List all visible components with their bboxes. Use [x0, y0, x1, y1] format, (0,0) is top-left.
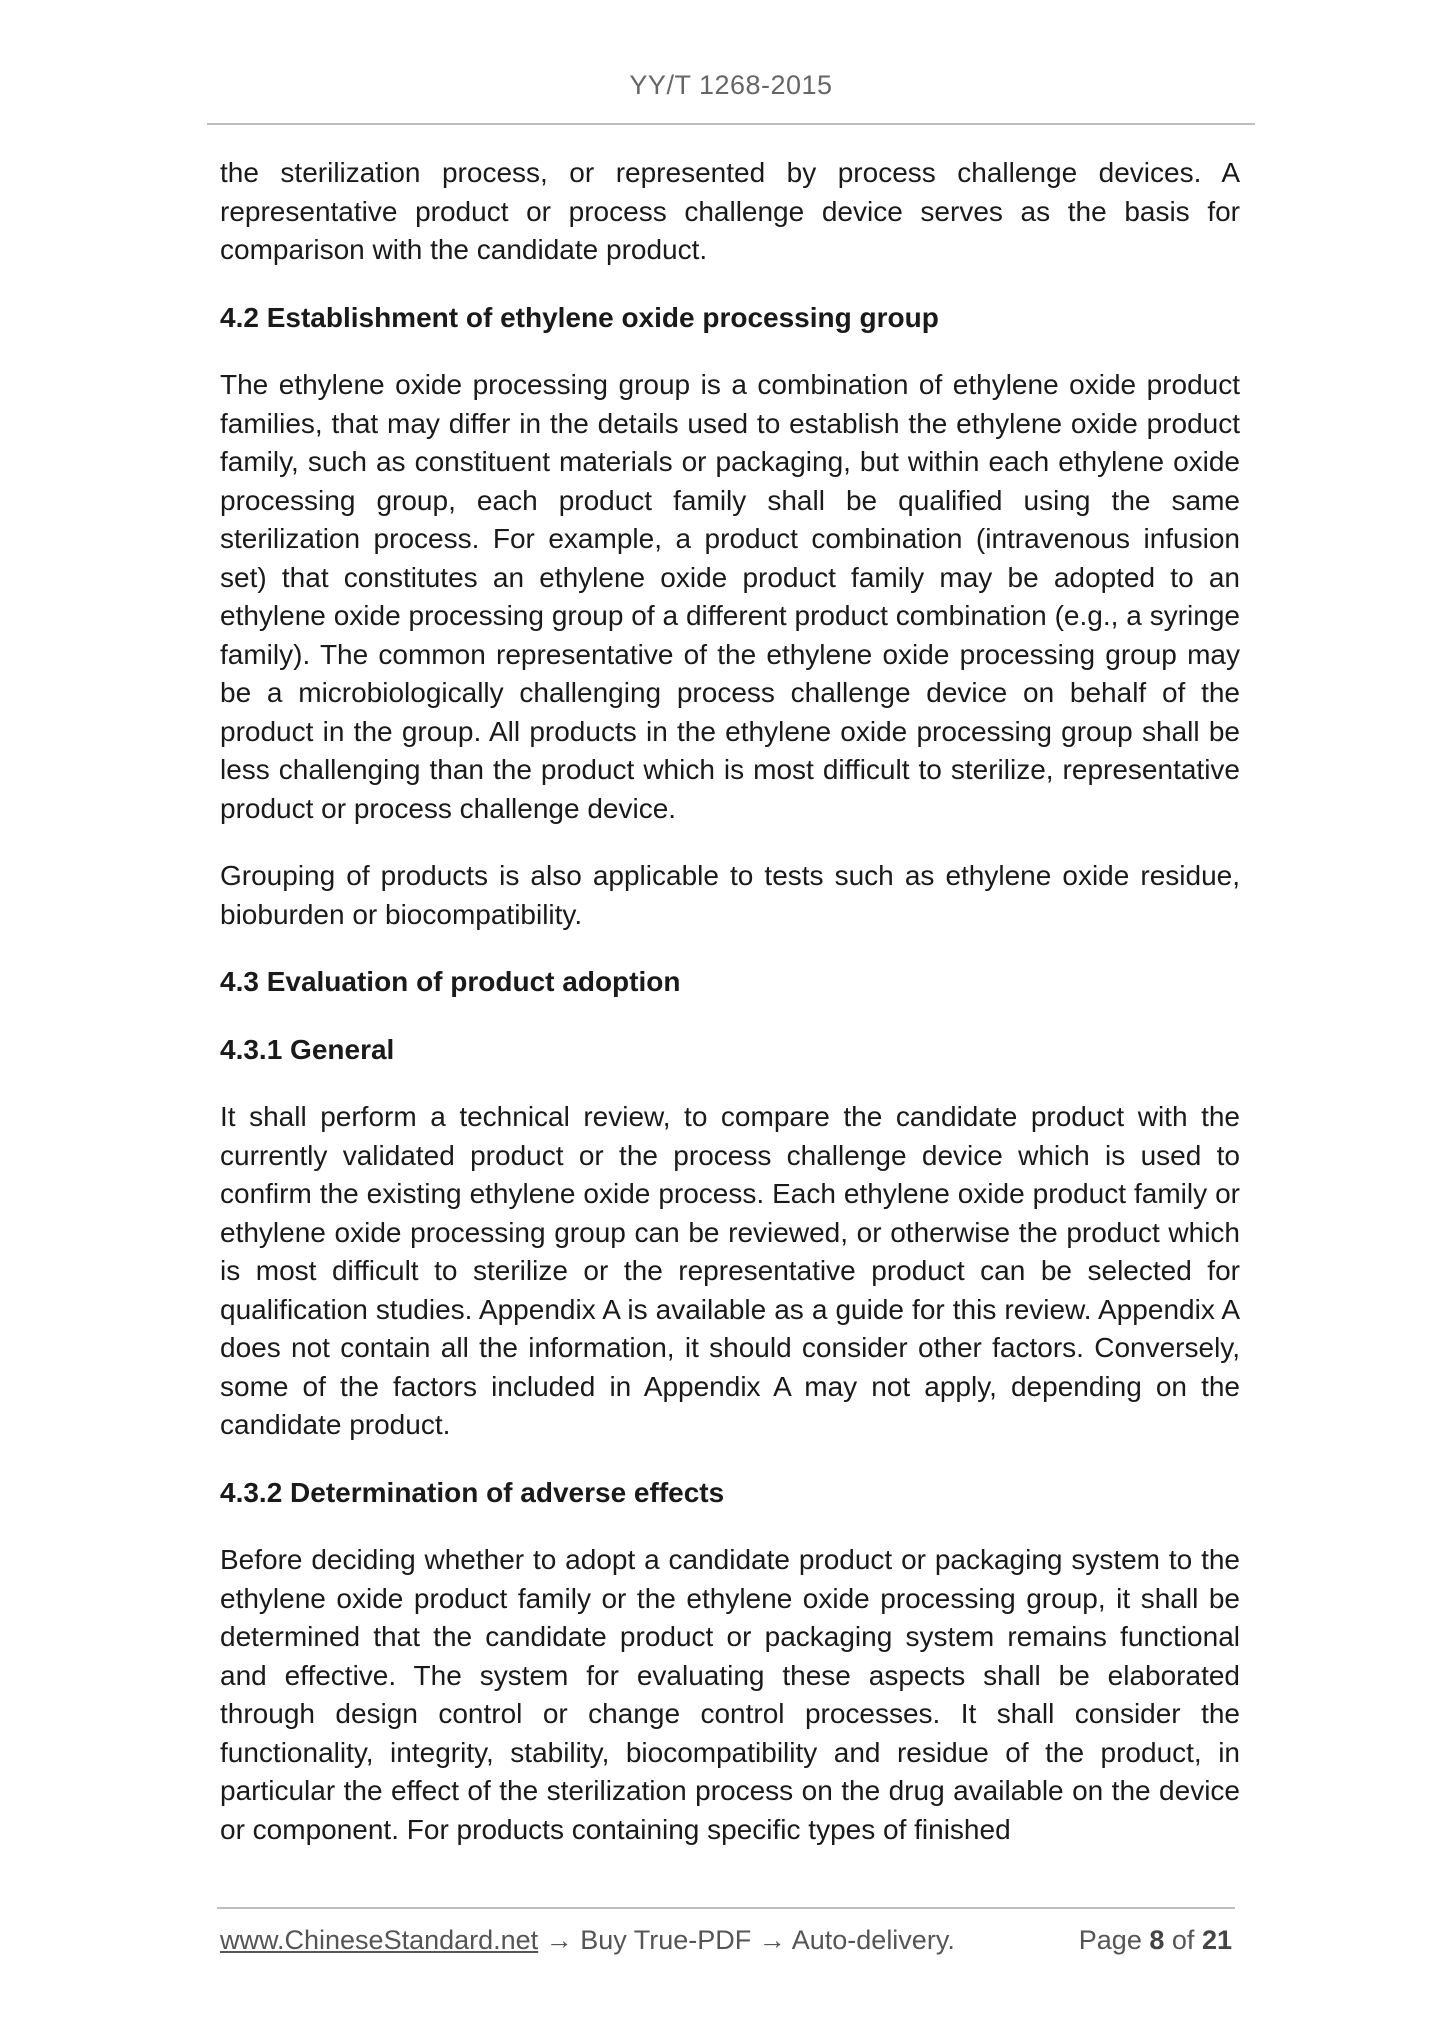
- page-current: 8: [1149, 1925, 1165, 1955]
- paragraph-adverse-effects: Before deciding whether to adopt a candidate product or packaging system to the ethylene oxide product family or the ethylene oxide processing group, it shall be determined that the candidate product or packaging system remains functional and effective. The system for evaluating these aspects shall be elaborated through design control or change control processes. It shall consider the functionality, integrity, stability, biocompatibility and residue of the product, in particular the effect of the sterilization process on the drug available on the device or component. For products containing specific types of finished: [220, 1544, 1240, 1845]
- of-label: of: [1171, 1925, 1195, 1955]
- section-heading-4-3-1: 4.3.1 General: [220, 1033, 395, 1065]
- running-header: YY/T 1268-2015: [629, 70, 833, 100]
- section-heading-4-3: 4.3 Evaluation of product adoption: [220, 966, 681, 997]
- paragraph-grouping: Grouping of products is also applicable to tests such as ethylene oxide residue, bioburden or biocompatibility.: [220, 860, 1240, 930]
- website-link[interactable]: www.ChineseStandard.net: [220, 1925, 539, 1955]
- paragraph-general: It shall perform a technical review, to compare the candidate product with the currently validated product or the process challenge device which is used to confirm the existing ethylene oxide process. Each ethylene oxide product family or ethylene oxide processing group can be reviewed, or otherwise the product which is most difficult to sterilize or the representative product can be selected for qualification studies. Appendix A is available as a guide for this review. Appendix A does not contain all the information, it should consider other factors. Conversely, some of the factors included in Appendix A may not apply, depending on the candidate product.: [220, 1101, 1240, 1440]
- footer-tagline: → Buy True-PDF → Auto-delivery.: [538, 1925, 955, 1955]
- page-footer: [220, 1925, 1232, 1956]
- section-heading-4-2: 4.2 Establishment of ethylene oxide processing group: [220, 301, 939, 333]
- page-label: Page: [1078, 1925, 1142, 1955]
- paragraph-continuation: the sterilization process, or represented by process challenge devices. A representative product or process challenge device serves as the basis for comparison with the candidate product.: [220, 157, 1240, 265]
- document-body: [220, 154, 1240, 1878]
- page-total: 21: [1201, 1925, 1232, 1955]
- page-number: [1079, 1925, 1232, 1956]
- header-divider: [207, 123, 1255, 125]
- section-heading-4-3-2: 4.3.2 Determination of adverse effects: [220, 1476, 725, 1508]
- paragraph-processing-group: The ethylene oxide processing group is a combination of ethylene oxide product families, that may differ in the details used to establish the ethylene oxide product family, such as constituent materials or packaging, but within each ethylene oxide processing group, each product family shall be qualified using the same sterilization process. For example, a product combination (intravenous infusion set) that constitutes an ethylene oxide product family may be adopted to an ethylene oxide processing group of a different product combination (e.g., a syringe family). The common representative of the ethylene oxide processing group may be a microbiologically challenging process challenge device on behalf of the product in the group. All products in the ethylene oxide processing group shall be less challenging than the product which is most difficult to sterilize, representative product or process challenge device.: [220, 369, 1240, 824]
- footer-divider: [217, 1907, 1235, 1909]
